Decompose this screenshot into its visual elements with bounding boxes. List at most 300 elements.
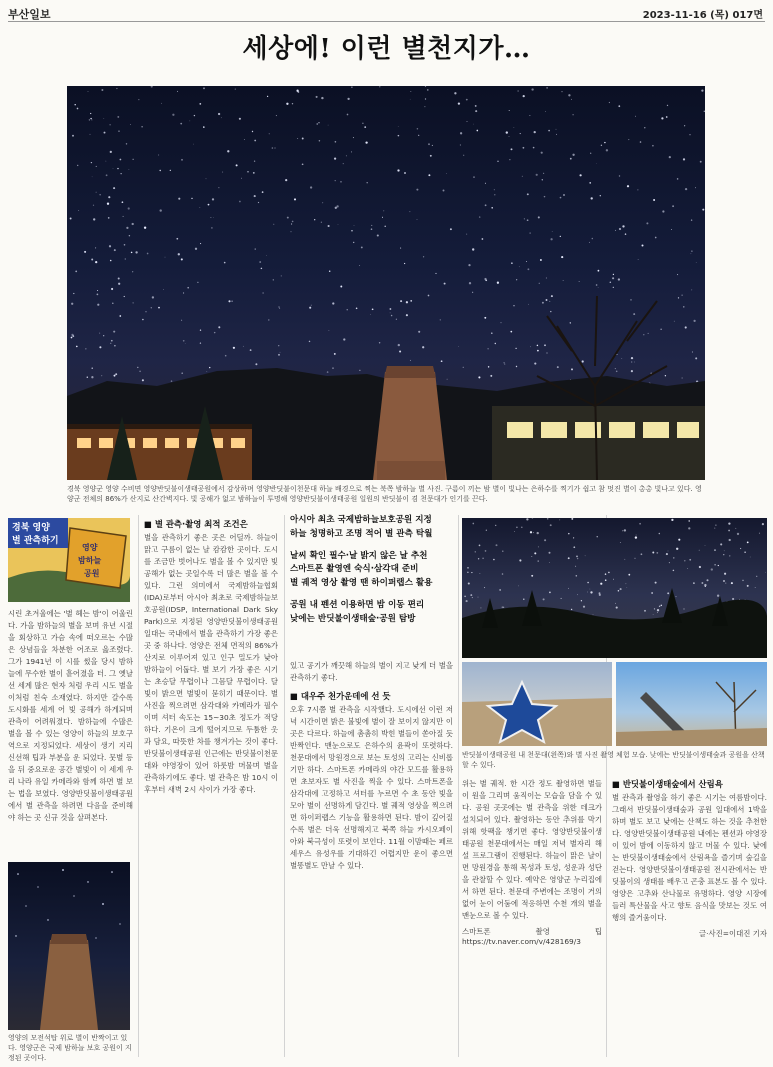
star-dot: [693, 320, 695, 322]
star-dot: [113, 331, 115, 333]
star-dot: [699, 550, 700, 551]
star-dot: [128, 207, 130, 209]
star-dot: [225, 355, 227, 357]
star-dot: [695, 187, 696, 188]
star-dot: [129, 235, 130, 236]
star-dot: [463, 155, 464, 156]
star-dot: [243, 346, 244, 347]
star-dot: [276, 115, 277, 116]
star-dot: [571, 518, 573, 520]
star-dot: [142, 379, 144, 381]
star-dot: [560, 197, 562, 199]
star-dot: [398, 135, 400, 137]
star-dot: [410, 99, 411, 100]
star-dot: [605, 573, 607, 575]
star-dot: [484, 278, 486, 280]
star-dot: [666, 553, 668, 555]
star-dot: [503, 607, 504, 608]
star-dot: [470, 594, 472, 596]
star-dot: [379, 342, 380, 343]
star-dot: [714, 564, 716, 566]
star-dot: [724, 550, 725, 551]
star-dot: [720, 543, 722, 545]
star-dot: [432, 145, 433, 146]
star-dot: [466, 99, 468, 101]
star-dot: [321, 222, 322, 223]
star-dot: [294, 198, 296, 200]
star-dot: [543, 598, 545, 600]
star-dot: [163, 289, 164, 290]
star-dot: [359, 370, 360, 371]
star-dot: [706, 579, 708, 581]
star-dot: [473, 124, 474, 125]
star-dot: [545, 111, 546, 112]
star-dot: [181, 372, 183, 374]
star-dot: [252, 131, 253, 132]
star-dot: [108, 217, 110, 219]
star-dot: [366, 182, 367, 183]
hero-night-sky-photo: [67, 86, 705, 480]
star-dot: [71, 337, 73, 339]
star-dot: [519, 559, 521, 561]
star-dot: [428, 295, 430, 297]
star-dot: [724, 573, 726, 575]
star-dot: [671, 229, 672, 230]
star-dot: [506, 131, 508, 133]
star-dot: [441, 360, 443, 362]
star-dot: [540, 259, 542, 261]
star-dot: [695, 357, 697, 359]
star-dot: [93, 205, 94, 206]
star-dot: [117, 168, 118, 169]
star-dot: [92, 176, 93, 177]
star-dot: [740, 548, 741, 549]
sign-text-1: 영양: [82, 543, 98, 552]
star-dot: [268, 319, 269, 320]
star-dot: [503, 362, 504, 363]
star-dot: [311, 305, 312, 306]
star-dot: [590, 153, 591, 154]
star-dot: [534, 131, 536, 133]
star-dot: [619, 228, 621, 230]
star-dot: [88, 91, 89, 92]
star-dot: [111, 340, 113, 342]
star-dot: [630, 299, 631, 300]
star-dot: [571, 368, 573, 370]
badge-kicker-2: 별 관측하기: [12, 536, 59, 546]
star-dot: [89, 119, 90, 120]
star-dot: [472, 597, 473, 598]
star-dot: [524, 218, 525, 219]
star-dot: [180, 123, 182, 125]
star-dot: [627, 185, 629, 187]
star-dot: [530, 531, 532, 533]
star-dot: [529, 115, 530, 116]
star-dot: [488, 366, 489, 367]
star-dot: [379, 86, 380, 87]
star-dot: [673, 557, 674, 558]
star-dot: [677, 178, 679, 180]
star-dot: [97, 304, 99, 306]
star-dot: [635, 536, 637, 538]
star-dot: [347, 309, 348, 310]
star-dot: [119, 315, 121, 317]
star-dot: [371, 225, 372, 226]
star-dot: [485, 204, 487, 206]
star-dot: [450, 228, 452, 230]
star-dot: [158, 155, 159, 156]
star-dot: [118, 277, 120, 279]
star-dot: [598, 287, 599, 288]
star-dot: [637, 189, 638, 190]
star-dot: [200, 330, 201, 331]
star-dot: [702, 209, 704, 211]
star-dot: [542, 179, 543, 180]
star-dot: [552, 231, 553, 232]
star-dot: [193, 144, 194, 145]
star-dot: [125, 259, 126, 260]
star-dot: [209, 367, 210, 368]
star-dot: [499, 589, 500, 590]
article-column-2-text: 별을 관측하기 좋은 곳은 어딜까. 하늘이 맑고 구름이 없는 날 캄캄한 곳이다. 도시를 조금만 벗어나도 별을 볼 수 있지만 빛 공해가 없는 곳일수록 더 많은 별을 볼 수 있다. 그런 의미에서 국제밤하늘협회(IDA)로부터 아시아 최초로 국제밤하늘보호공원(IDSP, International Dark Sky Park)으로 지정된 영양반딧불이생태공원 일대는 국내에서 별을 관측하기 가장 좋은 곳 중 하나다. 영양은 전체 면적의 86%가 산지로 이루어져 있고 인구 밀도가 낮아 밤하늘이 어둡다. 별 보기 가장 좋은 시기는 초승달 무렵이나 그믐달 무렵이다. 달빛이 밝으면 별빛이 묻히기 때문이다. 별 사진을 찍으려면 삼각대와 카메라가 필수이며 셔터 속도는 15~30초 정도가 적당하다. 기온이 크게 떨어지므로 두툼한 옷과 담요, 따뜻한 차를 챙겨가는 것이 좋다. 반딧불이생태공원 인근에는 반딧불이천문대와 야영장이 있어 하룻밤 머물며 별을 관측하기에도 좋다. 별 관측은 밤 10시 이후부터 새벽 2시 사이가 가장 좋다.: [144, 533, 278, 794]
star-dot: [572, 114, 573, 115]
star-dot: [316, 96, 318, 98]
star-dot: [723, 554, 724, 555]
star-dot: [620, 588, 622, 590]
star-dot: [347, 114, 349, 116]
star-dot: [458, 346, 459, 347]
star-dot: [422, 346, 424, 348]
star-dot: [111, 288, 113, 290]
star-dot: [587, 592, 588, 593]
star-dot: [254, 195, 256, 197]
star-dot: [354, 225, 355, 226]
star-dot: [624, 529, 626, 531]
star-dot: [261, 268, 263, 270]
star-dot: [96, 192, 97, 193]
star-dot: [93, 218, 95, 220]
star-dot: [656, 552, 658, 554]
star-dot: [756, 576, 757, 577]
star-dot: [460, 132, 462, 134]
badge-kicker-1: 경북 영양: [12, 523, 50, 533]
star-dot: [280, 352, 281, 353]
star-dot: [135, 251, 137, 253]
star-dot: [227, 150, 229, 152]
star-dot: [106, 174, 108, 176]
article-column-2: [144, 518, 278, 1058]
star-dot: [91, 376, 93, 378]
star-dot: [266, 255, 267, 256]
star-dot: [510, 331, 512, 333]
star-dot: [104, 132, 106, 134]
star-dot: [600, 583, 602, 585]
star-dot: [254, 140, 256, 142]
star-dot: [625, 233, 627, 235]
star-dot: [95, 247, 96, 248]
star-dot: [576, 556, 578, 558]
star-dot: [365, 141, 367, 143]
star-dot: [747, 585, 749, 587]
star-dot: [165, 257, 166, 258]
star-dot: [389, 308, 391, 310]
star-dot: [197, 282, 198, 283]
star-dot: [262, 292, 263, 293]
star-dot: [723, 580, 725, 582]
star-dot: [211, 227, 213, 229]
star-dot: [561, 91, 562, 92]
pagoda-star-photo: [8, 862, 130, 1030]
star-dot: [464, 596, 465, 597]
star-dot: [417, 219, 418, 220]
star-dot: [608, 572, 610, 574]
star-dot: [622, 530, 623, 531]
star-dot: [539, 283, 540, 284]
star-dot: [129, 169, 130, 170]
star-dot: [693, 582, 695, 584]
subhead-universe: ■ 대우주 천가운데에 선 듯: [290, 690, 391, 701]
star-dot: [132, 223, 134, 225]
star-dot: [259, 261, 261, 263]
star-dot: [669, 562, 670, 563]
star-dot: [151, 307, 152, 308]
star-dot: [544, 344, 546, 346]
star-dot: [729, 555, 730, 556]
star-dot: [636, 535, 637, 536]
star-dot: [351, 151, 352, 152]
star-dot: [291, 223, 292, 224]
issue-dateline: 2023-11-16 (목) 017면: [642, 10, 763, 21]
star-dot: [661, 605, 662, 606]
star-dot: [170, 170, 171, 171]
star-dot: [159, 170, 160, 171]
star-dot: [486, 530, 487, 531]
star-dot: [605, 579, 607, 581]
star-dot: [591, 197, 593, 199]
star-dot: [410, 360, 411, 361]
star-dot: [231, 300, 233, 302]
star-dot: [118, 130, 119, 131]
star-dot: [531, 556, 532, 557]
star-dot: [711, 568, 713, 570]
telescope-illustration: [616, 662, 767, 746]
star-dot: [124, 296, 125, 297]
pagoda-illustration: [8, 862, 130, 1030]
star-dot: [484, 317, 486, 319]
star-dot: [590, 589, 591, 590]
star-dot: [688, 527, 690, 529]
star-dot: [158, 307, 160, 309]
hero-illustration: [67, 86, 705, 480]
star-dot: [628, 139, 629, 140]
star-dot: [547, 353, 548, 354]
star-dot: [593, 614, 594, 615]
star-dot: [635, 116, 636, 117]
star-dot: [262, 191, 264, 193]
star-dot: [132, 271, 133, 272]
star-dot: [644, 127, 645, 128]
star-dot: [123, 216, 124, 217]
star-dot: [84, 251, 86, 253]
star-dot: [116, 88, 117, 89]
star-dot: [142, 319, 144, 321]
star-dot: [581, 600, 582, 601]
star-dot: [406, 314, 408, 316]
star-dot: [671, 519, 673, 521]
star-dot: [377, 234, 379, 236]
star-dot: [537, 350, 539, 352]
star-dot: [321, 97, 323, 99]
star-dot: [563, 280, 564, 281]
star-dot: [728, 522, 730, 524]
article-column-3-text: 오후 7시쯤 별 관측을 시작했다. 도시에선 이런 저녁 시간이면 밝은 불빛에 별이 잘 보이지 않지만 이곳은 다르다. 하늘에 촘촘히 박힌 별들이 쏟아질 듯 반짝인다. 맨눈으로도 은하수의 윤곽이 또렷하다. 천문대에서 망원경으로 보는 토성의 고리는 신비롭기만 하다. 스마트폰 카메라의 야간 모드를 활용하면 초보자도 별 사진을 찍을 수 있다. 스마트폰을 삼각대에 고정하고 셔터를 누르면 수 초 동안 빛을 모아 별이 선명하게 담긴다. 별 궤적 영상을 찍으려면 하이퍼랩스 기능을 활용하면 된다. 밤이 깊어질수록 별은 더욱 선명해지고 북쪽 하늘 카시오페이아와 북극성이 또렷이 보인다. 11월 이맘때는 페르세우스 유성우를 기대하긴 어렵지만 운이 좋으면 별똥별도 만날 수 있다.: [290, 704, 453, 870]
star-dot: [509, 159, 510, 160]
column-divider: [284, 515, 285, 1057]
star-dot: [72, 135, 74, 137]
star-dot: [527, 219, 529, 221]
star-dot: [101, 375, 102, 376]
article-column-5: [462, 778, 602, 1060]
star-dot: [691, 289, 692, 290]
star-dot: [655, 237, 657, 239]
star-dot: [615, 603, 616, 604]
star-dot: [572, 154, 574, 156]
star-dot: [137, 367, 138, 368]
star-dot: [273, 224, 274, 225]
star-dot: [78, 210, 79, 211]
star-dot: [203, 87, 205, 89]
star-dot: [285, 179, 287, 181]
star-dot: [511, 262, 513, 264]
star-dot: [425, 86, 426, 87]
star-dot: [206, 371, 207, 372]
star-dot: [604, 142, 605, 143]
star-dot: [109, 124, 110, 125]
star-dot: [704, 584, 706, 586]
star-dot: [361, 246, 363, 248]
star-dot: [533, 147, 535, 149]
star-dot: [347, 98, 349, 100]
star-dot: [570, 158, 572, 160]
star-dot: [138, 99, 139, 100]
star-dot: [302, 138, 304, 140]
star-dot: [314, 219, 315, 220]
star-dot: [74, 104, 75, 105]
star-dot: [575, 566, 576, 567]
star-dot: [480, 573, 481, 574]
star-dot: [274, 147, 275, 148]
star-dot: [397, 169, 399, 171]
deck-line-4: 스마트폰 촬영엔 숙식·삼각대 준비: [290, 564, 419, 575]
star-dot: [526, 518, 528, 520]
right-photo-caption: 반딧불이생태공원 내 천문대(왼쪽)와 별 사진 촬영 체험 모습. 낮에는 반딧불이생태숲과 공원을 산책할 수 있다.: [462, 751, 765, 770]
star-dot: [683, 158, 685, 160]
star-dot: [538, 560, 539, 561]
star-dot: [310, 186, 312, 188]
star-dot: [340, 286, 342, 288]
badge-illustration: [8, 518, 130, 602]
star-dot: [466, 600, 468, 602]
star-dot: [613, 287, 614, 288]
star-dot: [590, 591, 592, 593]
star-dot: [214, 332, 215, 333]
star-dot: [657, 612, 658, 613]
star-dot: [297, 138, 298, 139]
star-dot: [522, 176, 523, 177]
star-dot: [620, 542, 621, 543]
star-dot: [685, 188, 687, 190]
star-dot: [750, 557, 751, 558]
star-dot: [631, 370, 633, 372]
star-dot: [115, 373, 117, 375]
star-dot: [444, 283, 446, 285]
star-dot: [597, 536, 598, 537]
star-dot: [384, 226, 385, 227]
star-dot: [729, 539, 731, 541]
star-dot: [322, 202, 323, 203]
star-dot: [178, 253, 180, 255]
star-dot: [561, 598, 562, 599]
star-dot: [203, 126, 205, 128]
star-dot: [467, 572, 468, 573]
star-dot: [103, 335, 104, 336]
star-dot: [335, 180, 336, 181]
star-dot: [210, 217, 211, 218]
star-dot: [120, 159, 122, 161]
star-dot: [118, 283, 120, 285]
star-dot: [600, 195, 601, 196]
article-column-6-text: 별 관측과 촬영을 하기 좋은 시기는 여름밤이다. 그래서 반딧불이생태숲과 공원 일대에서 1박을 하며 별도 보고 낮에는 산책도 하는 것을 추천한다. 영양반딧불이생태공원 내에는 펜션과 야영장이 있어 밤에 이동하지 않고 머물 수 있다. 낮에는 반딧불이생태숲에서 산림욕을 즐기며 숲길을 걷는다. 영양반딧불이생태공원 전시관에서는 반딧불이의 생태를 배우고 곤충 표본도 볼 수 있다. 영양은 고추와 산나물로 유명하다. 영양 시장에 들러 특산물을 사고 향토 음식을 맛보는 것도 여행의 즐거움이다.: [612, 793, 767, 922]
video-link[interactable]: 스마트폰 촬영 팁 https://tv.naver.com/v/428169/3: [462, 926, 602, 946]
star-dot: [577, 558, 579, 560]
star-dot: [430, 155, 432, 157]
star-dot: [206, 178, 207, 179]
deck-line-2: 하늘 청명하고 조명 적어 별 관측 탁월: [290, 528, 433, 539]
star-dot: [92, 368, 93, 369]
star-dot: [482, 557, 484, 559]
star-dot: [400, 300, 402, 302]
star-dot: [687, 568, 688, 569]
star-dot: [404, 263, 405, 264]
star-dot: [718, 565, 719, 566]
star-dot: [278, 354, 280, 356]
star-dot: [244, 139, 245, 140]
star-dot: [328, 125, 329, 126]
article-column-3: [290, 660, 453, 1058]
star-dot: [103, 118, 104, 119]
star-dot: [200, 243, 201, 244]
star-dot: [690, 134, 691, 135]
star-dot: [178, 198, 180, 200]
star-dot: [406, 301, 408, 303]
star-dot: [548, 130, 550, 132]
star-dot: [334, 157, 336, 159]
star-dot: [292, 221, 294, 223]
star-dot: [255, 363, 257, 365]
star-dot: [639, 523, 641, 525]
star-dot: [616, 371, 618, 373]
star-dot: [87, 377, 88, 378]
star-dot: [596, 163, 597, 164]
star-dot: [335, 141, 337, 143]
star-dot: [235, 89, 236, 90]
star-dot: [513, 305, 514, 306]
star-dot: [648, 333, 649, 334]
star-dot: [662, 210, 664, 212]
star-dot: [124, 244, 126, 246]
star-dot: [661, 117, 663, 119]
star-dot: [113, 187, 115, 189]
